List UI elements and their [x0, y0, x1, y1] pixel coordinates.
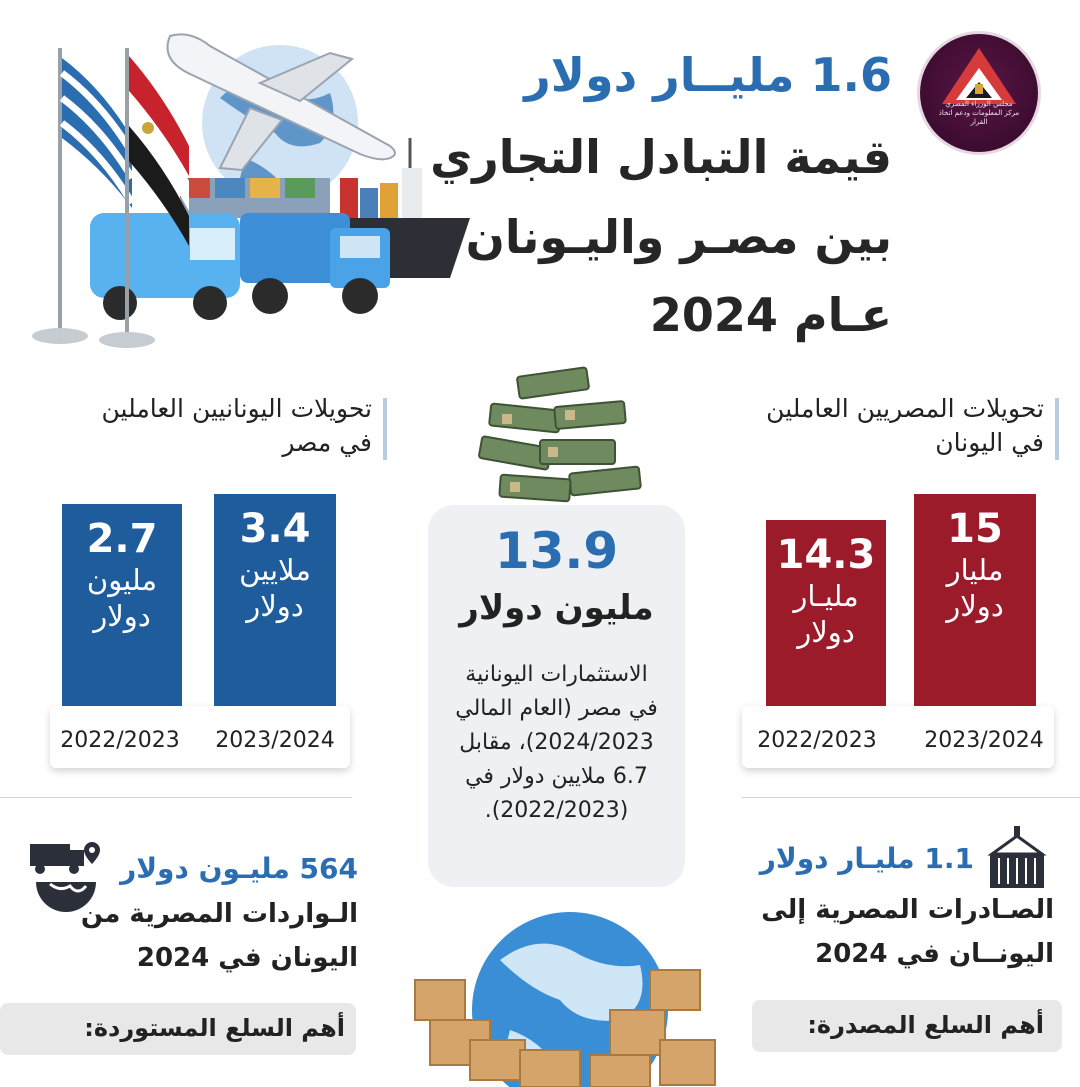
greek-remittances-heading-line2: في مصر [282, 428, 372, 457]
section-divider [0, 797, 352, 798]
bar-unit-line2: دولار [93, 599, 151, 633]
imports-desc-line2: اليونان في 2024 [136, 943, 358, 973]
greek-remittances-bar-2023-2024 [214, 494, 336, 706]
investments-description [428, 658, 685, 828]
title-line-4: عـام 2024 [649, 288, 892, 342]
exports-desc-line1: الصـادرات المصرية إلى [761, 895, 1054, 925]
investments-desc-line2: في مصر (العام المالي [455, 696, 658, 721]
bar-value: 14.3 [776, 532, 876, 578]
trade-illustration [30, 28, 470, 348]
imports-amount: 564 مليـون دولار [120, 852, 358, 885]
greek-remittances-heading [12, 392, 372, 460]
investments-unit: مليون دولار [459, 588, 654, 628]
bar-unit-line1: مليون [86, 563, 158, 597]
bar-unit-line2: دولار [797, 615, 855, 649]
year-label: 2023/2024 [215, 728, 335, 753]
title-line-2: قيمة التبادل التجاري [430, 130, 892, 184]
heading-accent-line [383, 398, 387, 460]
bar-unit-line1: ملايين [239, 553, 311, 587]
exports-desc-line2: اليونــان في 2024 [815, 939, 1054, 969]
bar-value: 2.7 [86, 516, 158, 562]
investments-desc-line1: الاستثمارات اليونانية [465, 662, 648, 687]
egyptian-remittances-heading [684, 392, 1044, 460]
investments-desc-line3: 2024/2023)، مقابل [459, 730, 654, 755]
bar-unit-line2: دولار [246, 589, 304, 623]
containers-icon [180, 178, 330, 218]
container-icon [986, 826, 1048, 892]
greek-remittances-bar-2022-2023 [62, 504, 182, 706]
investments-desc-line4: 6.7 ملايين دولار في [465, 764, 648, 789]
logo-caption-line1: مجلس الوزراء المصري [945, 100, 1013, 108]
title-amount: 1.6 مليــار دولار [524, 48, 892, 102]
bar-value: 3.4 [239, 506, 311, 552]
pyramid-flag-icon [920, 34, 1038, 152]
imports-top-goods-label: أهم السلع المستوردة: [84, 1014, 345, 1042]
egyptian-remittances-bar-2022-2023 [766, 520, 886, 706]
globe-boxes-illustration [410, 900, 720, 1087]
imports-description [38, 892, 358, 980]
bar-unit-line1: مليـار [793, 579, 859, 613]
investments-value: 13.9 [494, 522, 619, 580]
imports-desc-line1: الـواردات المصرية من [80, 899, 358, 929]
bar-value: 15 [947, 506, 1003, 552]
bar-unit-line2: دولار [946, 589, 1004, 623]
van-icon [90, 213, 240, 320]
idsc-logo [920, 34, 1038, 152]
money-stack-icon [470, 362, 650, 522]
year-label: 2023/2024 [924, 728, 1044, 753]
egyptian-remittances-bar-2023-2024 [914, 494, 1036, 706]
egyptian-remittances-heading-line2: في اليونان [935, 428, 1044, 457]
exports-description [734, 888, 1054, 976]
logo-caption [930, 100, 1028, 127]
heading-accent-line [1055, 398, 1059, 460]
section-divider [742, 797, 1080, 798]
egyptian-remittances-heading-line1: تحويلات المصريين العاملين [766, 394, 1044, 423]
title-line-3: بين مصـر واليـونان [465, 210, 892, 264]
investments-desc-line5: (2022/2023). [484, 798, 629, 823]
exports-amount: 1.1 مليـار دولار [759, 842, 974, 875]
exports-top-goods-label: أهم السلع المصدرة: [807, 1011, 1044, 1039]
year-label: 2022/2023 [757, 728, 877, 753]
logo-caption-line2: مركز المعلومات ودعم اتخاذ القرار [938, 109, 1020, 126]
year-label: 2022/2023 [60, 728, 180, 753]
bar-unit-line1: مليار [946, 553, 1004, 587]
greek-remittances-heading-line1: تحويلات اليونانيين العاملين [101, 394, 372, 423]
truck-icon [240, 213, 390, 314]
